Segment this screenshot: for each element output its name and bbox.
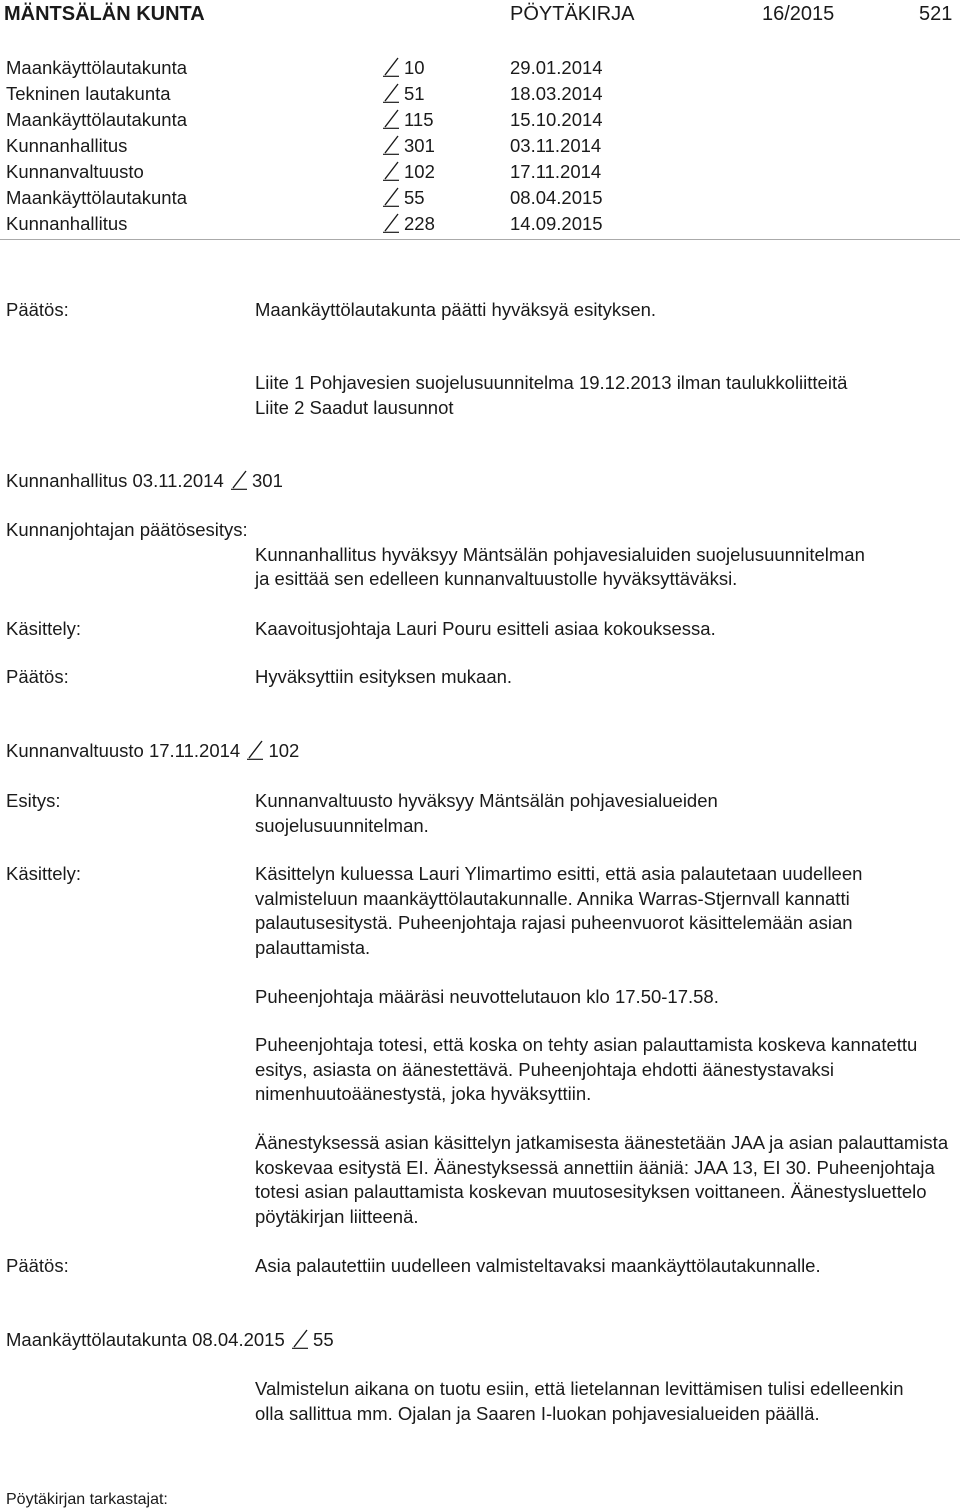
kh-heading: Kunnanhallitus 03.11.2014 301: [6, 470, 283, 491]
proposal-text-line2: ja esittää sen edelleen kunnanvaltuustolle hyväksyttäväksi.: [255, 568, 738, 589]
handling-paragraph-3: Puheenjohtaja totesi, että koska on tehty asian palauttamista koskeva kannatettu esitys, asiasta on äänestettävä. Puheenjohtaja ehdotti äänestystavaksi nimenhuutoäänestystä, joka hyväksyttiin.: [255, 1034, 918, 1104]
history-body: Tekninen lautakunta: [6, 83, 171, 104]
doc-number: 16/2015: [762, 3, 835, 25]
history-section: 301: [404, 135, 435, 156]
history-section: 55: [404, 187, 425, 208]
mkl-heading: Maankäyttölautakunta 08.04.2015 55: [6, 1329, 334, 1350]
attachment-1: Liite 1 Pohjavesien suojelusuunnitelma 19.12.2013 ilman taulukkoliitteitä: [255, 372, 848, 393]
section-symbol-icon: [383, 108, 399, 133]
history-body: Kunnanvaltuusto: [6, 161, 144, 182]
history-section: 51: [404, 83, 425, 104]
decision-text: Maankäyttölautakunta päätti hyväksyä esityksen.: [255, 299, 657, 320]
history-body: Maankäyttölautakunta: [6, 57, 188, 78]
history-date: 14.09.2015: [510, 213, 603, 234]
handling-label: Käsittely:: [6, 618, 82, 639]
history-section: 228: [404, 213, 435, 234]
history-date: 18.03.2014: [510, 83, 603, 104]
org-name: MÄNTSÄLÄN KUNTA: [4, 3, 205, 25]
decision-label: Päätös:: [6, 299, 69, 320]
history-date: 29.01.2014: [510, 57, 603, 78]
kv-heading: Kunnanvaltuusto 17.11.2014 102: [6, 740, 300, 761]
attachment-2: Liite 2 Saadut lausunnot: [255, 397, 454, 418]
proposal-label: Esitys:: [6, 790, 61, 811]
handling-text: Kaavoitusjohtaja Lauri Pouru esitteli asiaa kokouksessa.: [255, 618, 716, 639]
history-date: 03.11.2014: [510, 135, 602, 156]
history-date: 15.10.2014: [510, 109, 603, 130]
decision-text: Hyväksyttiin esityksen mukaan.: [255, 666, 513, 687]
decision-label: Päätös:: [6, 666, 69, 687]
history-date: 17.11.2014: [510, 161, 602, 182]
history-body: Maankäyttölautakunta: [6, 109, 188, 130]
handling-label: Käsittely:: [6, 863, 82, 884]
history-section: 10: [404, 57, 425, 78]
section-symbol-icon: [383, 134, 399, 159]
history-body: Kunnanhallitus: [6, 135, 128, 156]
section-symbol-icon: [383, 160, 399, 185]
footer-label: Pöytäkirjan tarkastajat:: [6, 1491, 168, 1508]
section-symbol-icon: [383, 82, 399, 107]
decision-label: Päätös:: [6, 1255, 69, 1276]
decision-text: Asia palautettiin uudelleen valmisteltavaksi maankäyttölautakunnalle.: [255, 1255, 821, 1276]
doc-type: PÖYTÄKIRJA: [510, 3, 635, 25]
proposal-label: Kunnanjohtajan päätösesitys:: [6, 519, 248, 540]
section-symbol-icon: [247, 740, 263, 760]
section-symbol-icon: [383, 186, 399, 211]
history-body: Kunnanhallitus: [6, 213, 128, 234]
handling-paragraph-2: Puheenjohtaja määräsi neuvottelutauon klo 17.50-17.58.: [255, 986, 719, 1007]
history-section: 102: [404, 161, 435, 182]
section-symbol-icon: [292, 1329, 308, 1349]
history-body: Maankäyttölautakunta: [6, 187, 188, 208]
handling-paragraph-1: Käsittelyn kuluessa Lauri Ylimartimo esitti, että asia palautetaan uudelleen valmisteluun maankäyttölautakunnalle. Annika Warras-Stjernvall kannatti palautusesitystä. Puheenjohtaja rajasi puheenvuorot käsittelemään asian palauttamista.: [255, 863, 863, 958]
section-symbol-icon: [383, 212, 399, 237]
section-symbol-icon: [231, 470, 247, 490]
page-number: 521: [919, 3, 953, 25]
proposal-text: Kunnanvaltuusto hyväksyy Mäntsälän pohjavesialueiden suojelusuunnitelman.: [255, 790, 718, 836]
history-divider: [0, 239, 960, 240]
history-date: 08.04.2015: [510, 187, 603, 208]
proposal-text-line1: Kunnanhallitus hyväksyy Mäntsälän pohjavesialuiden suojelusuunnitelman: [255, 544, 865, 565]
history-section: 115: [404, 109, 434, 130]
mkl-text: Valmistelun aikana on tuotu esiin, että lietelannan levittämisen tulisi edelleenkin olla sallittua mm. Ojalan ja Saaren I-luokan pohjavesialueiden päällä.: [255, 1378, 904, 1424]
section-symbol-icon: [383, 56, 399, 81]
handling-paragraph-4: Äänestyksessä asian käsittelyn jatkamisesta äänestetään JAA ja asian palauttamista koskevaa esitystä EI. Äänestyksessä annettiin ääniä: JAA 13, EI 30. Puheenjohtaja totesi asian palauttamista koskevan muutosesityksen voittaneen. Äänestysluettelo pöytäkirjan liitteenä.: [255, 1132, 949, 1227]
